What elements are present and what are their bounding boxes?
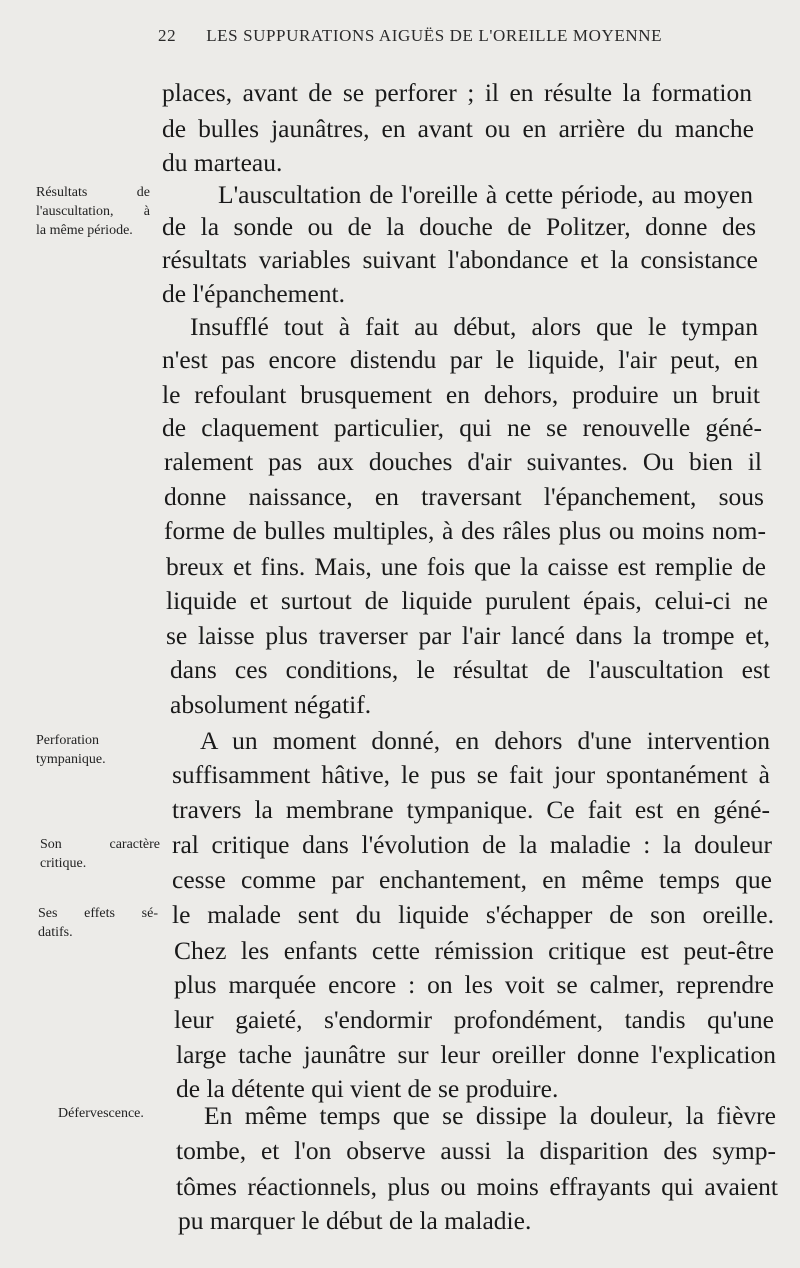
body-line: absolument négatif. — [170, 690, 372, 719]
page-number: 22 — [158, 26, 177, 45]
margin-note-line: Résultats de — [36, 185, 150, 200]
body-line: ralement pas aux douches d'air suivantes. Ou bien il — [164, 447, 762, 476]
body-line: forme de bulles multiples, à des râles plus ou moins nom- — [164, 516, 766, 545]
body-line: de claquement particulier, qui ne se renouvelle géné- — [162, 413, 762, 442]
margin-note-line: Perforation — [36, 733, 99, 748]
body-line: liquide et surtout de liquide purulent épais, celui-ci ne — [166, 586, 768, 615]
margin-note-line: Ses effets sé- — [38, 906, 158, 921]
body-line: donne naissance, en traversant l'épanchement, sous — [164, 482, 764, 511]
body-line: dans ces conditions, le résultat de l'auscultation est — [170, 655, 770, 684]
body-line: n'est pas encore distendu par le liquide, l'air peut, en — [162, 345, 758, 374]
body-line: breux et fins. Mais, une fois que la caisse est remplie de — [166, 552, 766, 581]
body-line: de l'épanchement. — [162, 279, 346, 308]
margin-note-line: l'auscultation, à — [36, 204, 150, 219]
body-line: de la sonde ou de la douche de Politzer, donne des — [162, 212, 756, 241]
body-line: du marteau. — [162, 148, 283, 177]
running-title: LES SUPPURATIONS AIGUËS DE L'OREILLE MOYENNE — [206, 26, 663, 45]
body-line: tômes réactionnels, plus ou moins effrayants qui avaient — [176, 1172, 778, 1201]
body-line: se laisse plus traverser par l'air lancé dans la trompe et, — [166, 621, 770, 650]
body-line: Chez les enfants cette rémission critique est peut-être — [174, 936, 774, 965]
body-line: de la détente qui vient de se produire. — [176, 1074, 559, 1103]
margin-note-line: la même période. — [36, 223, 133, 238]
body-line: le malade sent du liquide s'échapper de son oreille. — [172, 900, 774, 929]
body-line: ral critique dans l'évolution de la maladie : la douleur — [172, 830, 772, 859]
body-line: de bulles jaunâtres, en avant ou en arrière du manche — [162, 114, 754, 143]
margin-note-line: Défervescence. — [58, 1106, 144, 1121]
body-line: large tache jaunâtre sur leur oreiller donne l'explication — [176, 1040, 776, 1069]
body-line: A un moment donné, en dehors d'une intervention — [200, 726, 770, 755]
margin-note-line: tympanique. — [36, 752, 106, 767]
body-line: travers la membrane tympanique. Ce fait est en géné- — [172, 795, 770, 824]
body-line: plus marquée encore : on les voit se calmer, reprendre — [174, 970, 774, 999]
body-line: En même temps que se dissipe la douleur, la fièvre — [204, 1101, 776, 1130]
body-line: places, avant de se perforer ; il en résulte la formation — [162, 78, 752, 107]
body-line: cesse comme par enchantement, en même temps que — [172, 865, 772, 894]
body-line: le refoulant brusquement en dehors, produire un bruit — [162, 380, 760, 409]
body-line: pu marquer le début de la maladie. — [178, 1206, 532, 1235]
body-line: suffisamment hâtive, le pus se fait jour spontanément à — [172, 760, 770, 789]
body-line: tombe, et l'on observe aussi la disparition des symp- — [176, 1136, 776, 1165]
margin-note-line: Son caractère — [40, 837, 160, 852]
body-line: résultats variables suivant l'abondance et la consistance — [162, 245, 758, 274]
body-line: L'auscultation de l'oreille à cette période, au moyen — [218, 180, 753, 209]
margin-note-line: datifs. — [38, 925, 73, 940]
running-header — [158, 26, 758, 46]
margin-note-line: critique. — [40, 856, 87, 871]
body-line: Insufflé tout à fait au début, alors que le tympan — [190, 312, 758, 341]
body-line: leur gaieté, s'endormir profondément, tandis qu'une — [174, 1005, 774, 1034]
